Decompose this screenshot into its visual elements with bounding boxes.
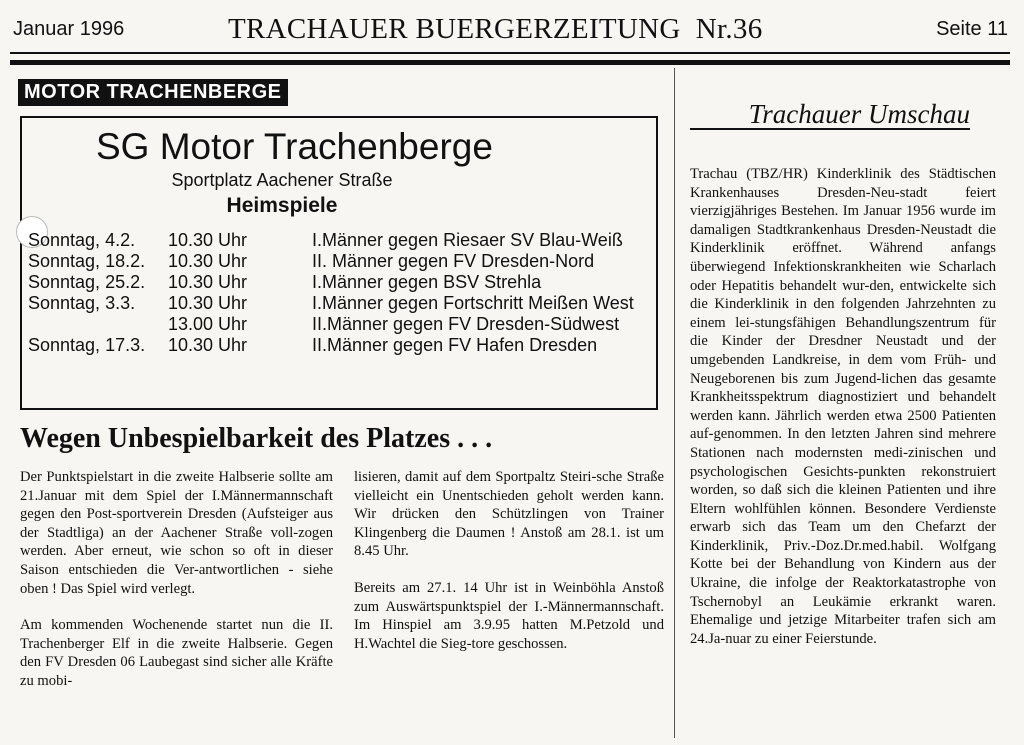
- article-paragraph: Bereits am 27.1. 14 Uhr ist in Weinböhla Anstoß zum Auswärtspunktspiel der I.-Männermannschaft. Im Hinspiel am 3.9.95 hatten M.Petzold und H.Wachtel die Sieg-tore geschossen.: [354, 579, 664, 652]
- fixture-time: 10.30 Uhr: [168, 272, 248, 292]
- fixture-date: Sonntag, 25.2.: [28, 272, 146, 292]
- fixture-date: Sonntag, 3.3.: [28, 293, 136, 313]
- fixture-time: 10.30 Uhr: [168, 230, 248, 250]
- issue-number: Nr.36: [695, 13, 763, 45]
- section-label: MOTOR TRACHENBERGE: [18, 79, 288, 106]
- article-column-2: [354, 468, 664, 653]
- fixture-time: 10.30 Uhr: [168, 251, 248, 271]
- article-paragraph: lisieren, damit auf dem Sportpaltz Steiri-sche Straße vielleicht ein Unentschieden geholt werden kann. Wir drücken den Schützlingen von Trainer Klingenberg die Daumen ! Anstoß am 28.1. ist um 8.45 Uhr.: [354, 469, 664, 560]
- article-paragraph: Der Punktspielstart in die zweite Halbserie sollte am 21.Januar mit dem Spiel der I.Männermannschaft gegen den Post-sportverein Dresden (Aufsteiger aus der Stadtliga) an der Aachener Straße voll-zogen werden. Aber erneut, wie schon so oft in dieser Saison entschieden die Ver-antwortlichen - siehe oben ! Das Spiel wird verlegt.: [20, 469, 333, 597]
- fixture-match: I.Männer gegen BSV Strehla: [312, 272, 542, 292]
- fixture-row: [28, 230, 648, 251]
- issue-date: Januar 1996: [13, 18, 125, 40]
- fixture-match: I.Männer gegen Fortschritt Meißen West: [312, 293, 634, 313]
- venue-line: Sportplatz Aachener Straße: [171, 170, 393, 190]
- fixtures-box: [20, 116, 658, 410]
- article-column-1: [20, 468, 333, 691]
- fixture-match: I.Männer gegen Riesaer SV Blau-Weiß: [312, 230, 623, 250]
- article-paragraph: Am kommenden Wochenende startet nun die II. Trachenberger Elf in die zweite Halbserie. Gegen den FV Dresden 06 Laubegast sind sicher alle Kräfte zu mobi-: [20, 617, 333, 689]
- fixture-row: [28, 272, 648, 293]
- fixture-date: [28, 314, 168, 335]
- newspaper-masthead: [228, 13, 763, 46]
- article-headline: Wegen Unbespielbarkeit des Platzes . . .: [20, 423, 493, 454]
- fixture-time: 10.30 Uhr: [168, 335, 248, 355]
- fixture-date: Sonntag, 4.2.: [28, 230, 136, 250]
- fixture-row: [28, 314, 648, 335]
- header-rule-thick: [10, 60, 1010, 65]
- umschau-text: Trachau (TBZ/HR) Kinderklinik des Städtischen Krankenhauses Dresden-Neu-stadt feiert vierzigjähriges Bestehen. Im Januar 1956 wurde im damaligen Stadtkrankenhaus Dresden-Neustadt die Kinderklinik eröffnet. Während anfangs überwiegend Infektionskrankheiten wie Scharlach oder Hepatitis behandelt wur-den, entwickelte sich die Kinderklinik in den folgenden Jahrzehnten zu einem lei-stungsfähigen Behandlungszentrum für die Kinder der Dresdner Neustadt und der umgebenden Landkreise, in dem vom Früh- und Neugeborenen bis zum Jugend-lichen das gesamte Krankheitsspektrum diagnostiziert und behandelt werden kann. Jährlich werden etwa 2500 Patienten auf-genommen. In den letzten Jahren sind mehrere Stationen nach modernsten medi-zinischen und psychologischen Gesichts-punkten rekonstruiert worden, so daß sich die kleinen Patienten und ihre Eltern wohlfühlen können. Besondere Verdienste erwarb sich das Team um den Chefarzt der Kinderklinik, Priv.-Doz.Dr.med.habil. Wolfgang Kotte bei der Behandlung von Kindern aus der Ukraine, die infolge der Reaktorkatastrophe von Tschernobyl an Leukämie erkrankt waren. Ehemalige und jetzige Mitarbeiter trafen sich am 24.Ja-nuar zu einer Feierstunde.: [690, 166, 996, 647]
- fixture-date: Sonntag, 17.3.: [28, 335, 146, 355]
- page-number: Seite 11: [936, 18, 1008, 40]
- fixture-match: II.Männer gegen FV Hafen Dresden: [312, 335, 598, 355]
- fixture-row: [28, 251, 648, 272]
- home-games-heading: Heimspiele: [226, 194, 338, 217]
- column-divider: [674, 68, 675, 738]
- umschau-column: [690, 165, 996, 648]
- fixture-row: [28, 293, 648, 314]
- masthead-title: TRACHAUER BUERGERZEITUNG: [228, 13, 681, 45]
- fixture-time: 10.30 Uhr: [168, 293, 248, 313]
- fixture-row: [28, 335, 648, 356]
- fixture-match: II.Männer gegen FV Dresden-Südwest: [312, 314, 620, 334]
- fixture-schedule: [28, 230, 648, 356]
- fixture-match: II. Männer gegen FV Dresden-Nord: [312, 251, 595, 271]
- umschau-title: Trachauer Umschau: [690, 100, 970, 130]
- fixture-date: Sonntag, 18.2.: [28, 251, 146, 271]
- fixture-time: 13.00 Uhr: [168, 314, 248, 334]
- header-rule: [10, 52, 1010, 54]
- club-title: SG Motor Trachenberge: [96, 126, 493, 167]
